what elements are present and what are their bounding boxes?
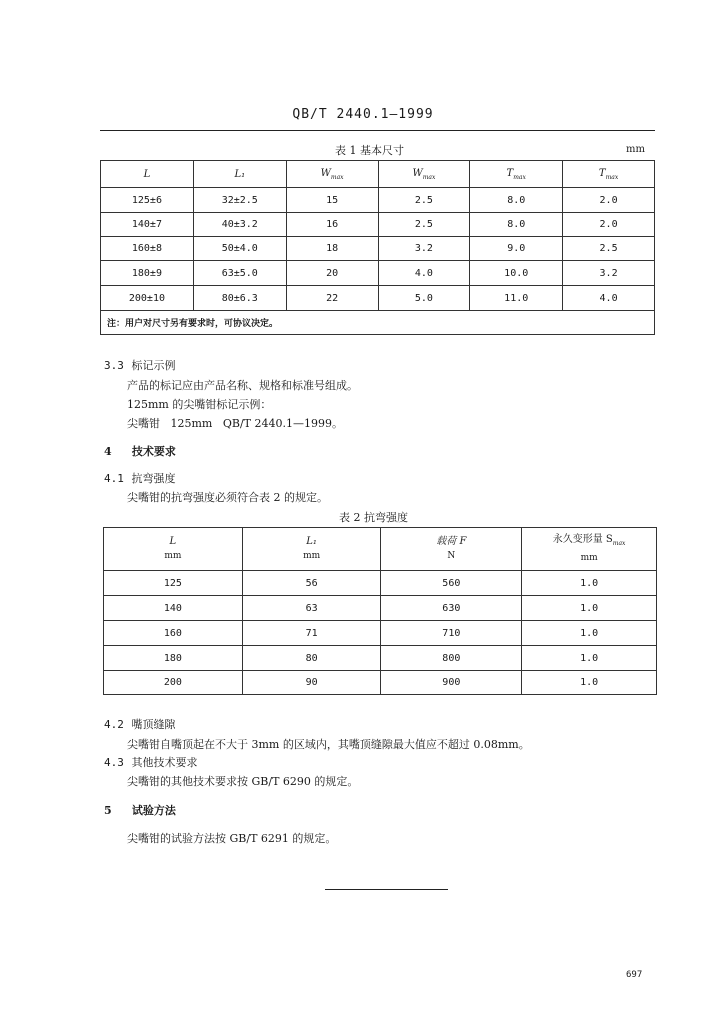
header-top: 永久变形量 $S_{max}$ <box>552 534 626 547</box>
table2-cell: 63 <box>242 596 381 621</box>
table1-cell: 2.5 <box>563 237 655 261</box>
table1-cell: 180±9 <box>101 261 194 286</box>
section-4-1-text: 尖嘴钳的抗弯强度必须符合表 2 的规定。 <box>127 491 328 504</box>
table2-cell: 160 <box>104 621 243 646</box>
table1-cell: 2.0 <box>563 213 655 237</box>
header-top: L <box>169 536 177 547</box>
section-5-text: 尖嘴钳的试验方法按 GB/T 6291 的规定。 <box>127 832 337 845</box>
table2-row <box>104 646 657 671</box>
table1-cell: 80±6.3 <box>193 286 286 311</box>
section-3-3-line: 尖嘴钳 125mm QB/T 2440.1—1999。 <box>127 417 343 430</box>
section-3-3-heading <box>104 357 176 373</box>
table1-unit: mm <box>626 144 645 155</box>
section-4-1-heading <box>104 470 176 486</box>
table1-header-cell: L <box>101 161 194 188</box>
header-rule <box>100 130 655 131</box>
table2-cell: 1.0 <box>522 671 657 695</box>
table2-cell: 140 <box>104 596 243 621</box>
header-unit: mm <box>303 551 321 561</box>
table1-cell: 4.0 <box>563 286 655 311</box>
table2-cell: 900 <box>381 671 522 695</box>
table1-header-cell: L₁ <box>193 161 286 188</box>
section-3-3-line: 125mm 的尖嘴钳标记示例： <box>127 398 272 411</box>
table1-cell: 15 <box>286 188 378 213</box>
table2-cell: 1.0 <box>522 596 657 621</box>
table1-cell: 3.2 <box>378 237 470 261</box>
table2-header-cell <box>104 528 243 571</box>
table1-cell: 16 <box>286 213 378 237</box>
section-number: 4.2 <box>104 718 124 731</box>
page-header: QB/T 2440.1—1999 <box>292 107 434 122</box>
table1-note-row <box>101 311 655 335</box>
table2-cell: 180 <box>104 646 243 671</box>
header-top: L₁ <box>306 536 317 547</box>
section-number: 3.3 <box>104 359 124 372</box>
table1-row <box>101 261 655 286</box>
table2-row <box>104 596 657 621</box>
table2-cell: 71 <box>242 621 381 646</box>
section-4-3-text: 尖嘴钳的其他技术要求按 GB/T 6290 的规定。 <box>127 775 359 788</box>
table2-cell: 800 <box>381 646 522 671</box>
section-number: 5 <box>104 804 112 817</box>
table1-cell: 2.5 <box>378 188 470 213</box>
table2-header-cell <box>522 528 657 571</box>
table1-cell: 20 <box>286 261 378 286</box>
table2-cell: 56 <box>242 571 381 596</box>
table2 <box>103 527 657 695</box>
table1-cell: 50±4.0 <box>193 237 286 261</box>
table2-cell: 1.0 <box>522 621 657 646</box>
table1-header-cell: $W_{max}$ <box>286 161 378 188</box>
table1-cell: 22 <box>286 286 378 311</box>
header-unit: N <box>447 551 456 561</box>
table2-header-cell <box>242 528 381 571</box>
table1-cell: 5.0 <box>378 286 470 311</box>
table2-cell: 200 <box>104 671 243 695</box>
table1-cell: 4.0 <box>378 261 470 286</box>
table1-cell: 8.0 <box>470 188 563 213</box>
table1-cell: 125±6 <box>101 188 194 213</box>
end-rule <box>325 889 448 890</box>
section-title: 嘴顶缝隙 <box>131 718 176 731</box>
table2-row <box>104 621 657 646</box>
table1-header-row <box>101 161 655 188</box>
table1-header-cell: $W_{max}$ <box>378 161 470 188</box>
section-title: 试验方法 <box>131 804 176 817</box>
table2-cell: 630 <box>381 596 522 621</box>
table1-cell: 18 <box>286 237 378 261</box>
table2-cell: 1.0 <box>522 571 657 596</box>
table2-cell: 80 <box>242 646 381 671</box>
table1-row <box>101 237 655 261</box>
section-title: 标记示例 <box>131 359 176 372</box>
table2-row <box>104 571 657 596</box>
table1-row <box>101 286 655 311</box>
table2-header-cell <box>381 528 522 571</box>
table2-header-row <box>104 528 657 571</box>
table1 <box>100 160 655 335</box>
table2-row <box>104 671 657 695</box>
section-4-heading <box>104 443 176 459</box>
table1-cell: 11.0 <box>470 286 563 311</box>
table1-cell: 2.5 <box>378 213 470 237</box>
section-title: 技术要求 <box>131 445 176 458</box>
table1-cell: 140±7 <box>101 213 194 237</box>
page-number: 697 <box>626 970 643 980</box>
table1-note: 注：用户对尺寸另有要求时，可协议决定。 <box>101 311 655 335</box>
header-top: 载荷 F <box>436 536 467 547</box>
section-number: 4.3 <box>104 756 124 769</box>
table1-cell: 10.0 <box>470 261 563 286</box>
section-number: 4.1 <box>104 472 124 485</box>
table1-cell: 3.2 <box>563 261 655 286</box>
section-3-3-line: 产品的标记应由产品名称、规格和标准号组成。 <box>127 379 358 392</box>
table1-cell: 40±3.2 <box>193 213 286 237</box>
table1-header-cell: $T_{max}$ <box>470 161 563 188</box>
table1-cell: 32±2.5 <box>193 188 286 213</box>
table1-cell: 63±5.0 <box>193 261 286 286</box>
header-unit: mm <box>580 553 598 563</box>
table2-cell: 125 <box>104 571 243 596</box>
table1-header-cell: $T_{max}$ <box>563 161 655 188</box>
table1-row <box>101 188 655 213</box>
table1-cell: 200±10 <box>101 286 194 311</box>
section-title: 其他技术要求 <box>131 756 198 769</box>
table2-caption: 表 2 抗弯强度 <box>339 511 408 524</box>
table2-cell: 560 <box>381 571 522 596</box>
table1-cell: 8.0 <box>470 213 563 237</box>
section-number: 4 <box>104 445 112 458</box>
section-4-2-text: 尖嘴钳自嘴顶起在不大于 3mm 的区域内，其嘴顶缝隙最大值应不超过 0.08mm。 <box>127 738 530 751</box>
table1-caption: 表 1 基本尺寸 <box>335 144 404 157</box>
table2-cell: 710 <box>381 621 522 646</box>
section-4-2-heading <box>104 716 176 732</box>
section-title: 抗弯强度 <box>131 472 176 485</box>
table1-cell: 9.0 <box>470 237 563 261</box>
table2-cell: 1.0 <box>522 646 657 671</box>
table1-cell: 160±8 <box>101 237 194 261</box>
header-unit: mm <box>164 551 182 561</box>
table1-row <box>101 213 655 237</box>
table1-cell: 2.0 <box>563 188 655 213</box>
section-4-3-heading <box>104 754 198 770</box>
table2-cell: 90 <box>242 671 381 695</box>
section-5-heading <box>104 802 176 818</box>
